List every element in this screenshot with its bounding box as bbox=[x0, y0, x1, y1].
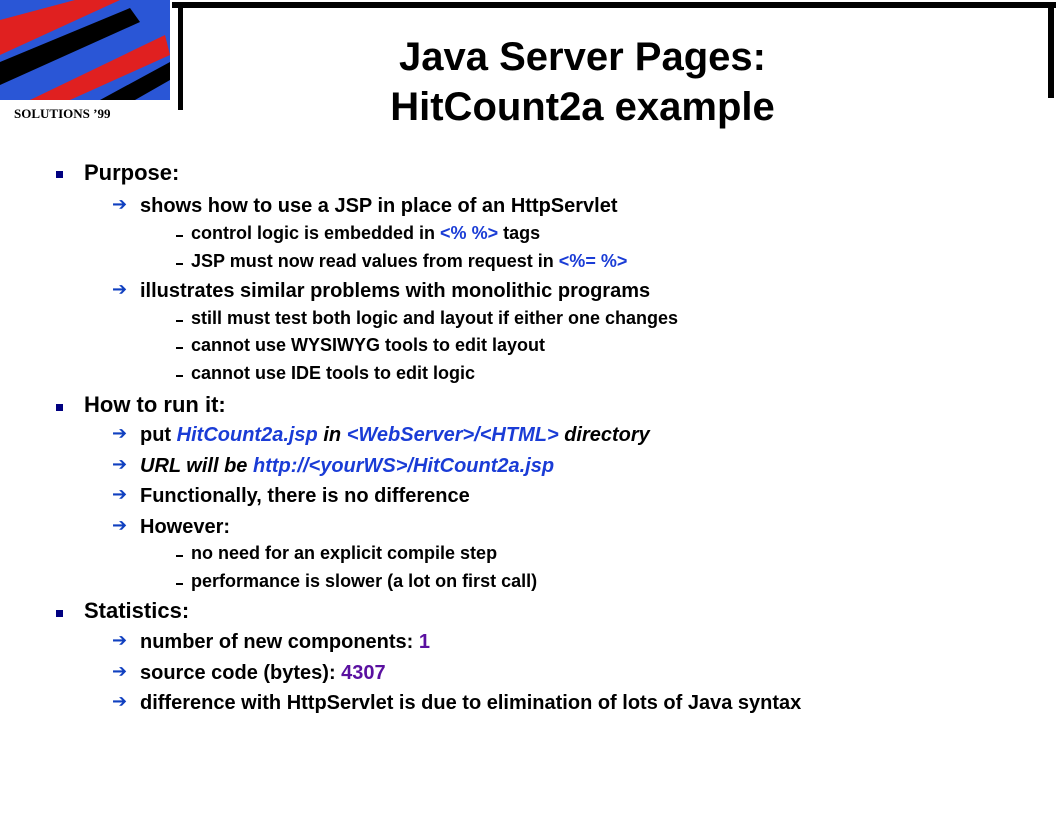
purpose-item-2a: still must test both logic and layout if either one changes bbox=[191, 308, 679, 328]
run-heading: How to run it: bbox=[84, 392, 226, 417]
purpose-item-2c: cannot use IDE tools to edit logic bbox=[191, 363, 476, 383]
run-item-4a: no need for an explicit compile step bbox=[191, 543, 498, 563]
arrow-bullet-icon: ➔ bbox=[112, 423, 128, 444]
source-bytes: 4307 bbox=[341, 662, 386, 684]
dash-bullet bbox=[176, 320, 183, 322]
dash-bullet bbox=[176, 375, 183, 377]
web-directory: <WebServer>/<HTML> bbox=[346, 424, 559, 446]
frame-left-bar bbox=[178, 8, 183, 110]
frame-top-bar bbox=[172, 2, 1056, 8]
logo-text: SOLUTIONS ’99 bbox=[14, 106, 111, 121]
dash-bullet bbox=[176, 583, 183, 585]
solutions-99-logo bbox=[0, 0, 178, 130]
title-line-1: Java Server Pages: bbox=[399, 35, 766, 79]
run-item-3: Functionally, there is no difference bbox=[140, 485, 470, 507]
run-item-1: put HitCount2a.jsp in <WebServer>/<HTML> directory bbox=[140, 424, 650, 446]
title-line-2: HitCount2a example bbox=[390, 85, 775, 129]
purpose-heading: Purpose: bbox=[84, 160, 180, 185]
purpose-item-2b: cannot use WYSIWYG tools to edit layout bbox=[191, 335, 546, 355]
run-item-4b: performance is slower (a lot on first call) bbox=[191, 571, 538, 591]
arrow-bullet-icon: ➔ bbox=[112, 515, 128, 536]
jsp-expression-tag: <%= %> bbox=[558, 251, 628, 271]
run-item-2: URL will be http://<yourWS>/HitCount2a.jsp bbox=[140, 455, 555, 477]
run-item-4: However: bbox=[140, 516, 231, 538]
dash-bullet bbox=[176, 555, 183, 557]
arrow-bullet-icon: ➔ bbox=[112, 661, 128, 682]
square-bullet bbox=[56, 610, 63, 617]
jsp-file-name: HitCount2a.jsp bbox=[176, 424, 318, 446]
purpose-item-1b: JSP must now read values from request in <%= %> bbox=[191, 251, 628, 271]
dash-bullet bbox=[176, 263, 183, 265]
square-bullet bbox=[56, 404, 63, 411]
stats-item-3: difference with HttpServlet is due to elimination of lots of Java syntax bbox=[140, 692, 802, 714]
slide-title bbox=[300, 32, 865, 132]
purpose-item-1a: control logic is embedded in <% %> tags bbox=[191, 223, 541, 243]
arrow-bullet-icon: ➔ bbox=[112, 279, 128, 300]
arrow-bullet-icon: ➔ bbox=[112, 484, 128, 505]
jsp-scriptlet-tag: <% %> bbox=[440, 223, 499, 243]
components-count: 1 bbox=[418, 631, 431, 653]
arrow-bullet-icon: ➔ bbox=[112, 454, 128, 475]
arrow-bullet-icon: ➔ bbox=[112, 630, 128, 651]
arrow-bullet-icon: ➔ bbox=[112, 194, 128, 215]
purpose-item-2: illustrates similar problems with monolithic programs bbox=[140, 280, 651, 302]
dash-bullet bbox=[176, 235, 183, 237]
arrow-bullet-icon: ➔ bbox=[112, 691, 128, 712]
jsp-url: http://<yourWS>/HitCount2a.jsp bbox=[252, 455, 555, 477]
purpose-item-1: shows how to use a JSP in place of an HttpServlet bbox=[140, 195, 618, 217]
stats-heading: Statistics: bbox=[84, 598, 190, 623]
square-bullet bbox=[56, 171, 63, 178]
frame-right-bar bbox=[1048, 8, 1054, 98]
stats-item-1: number of new components: 1 bbox=[140, 631, 431, 653]
dash-bullet bbox=[176, 347, 183, 349]
stats-item-2: source code (bytes): 4307 bbox=[140, 662, 386, 684]
